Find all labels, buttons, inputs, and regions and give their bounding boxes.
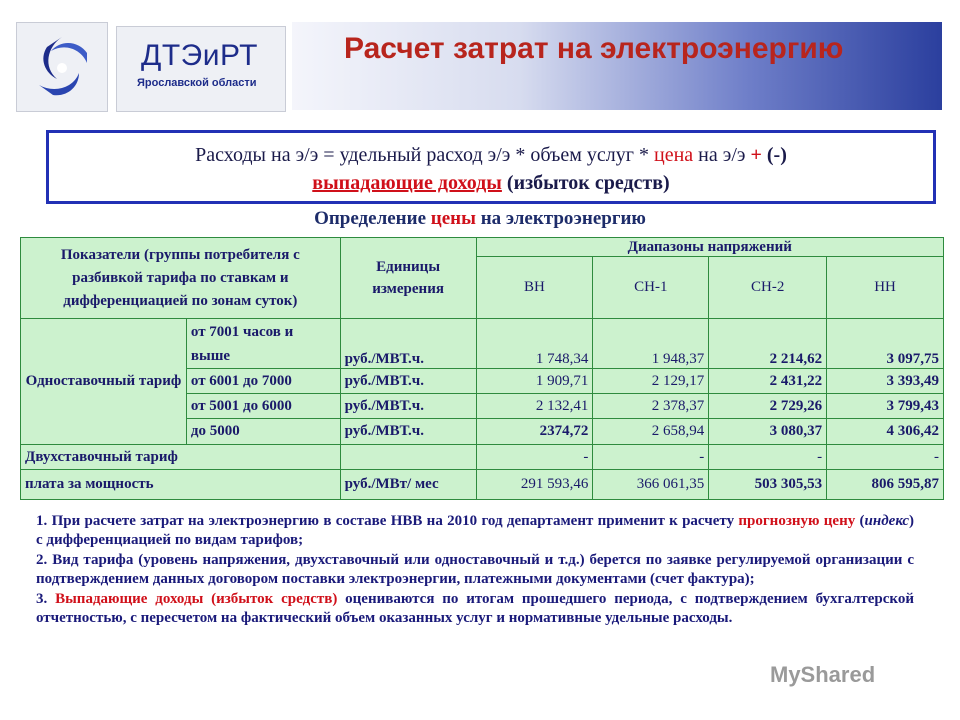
price-subtitle [0,208,960,230]
value-cell: - [593,445,709,470]
value-cell: 1 948,37 [593,319,709,369]
zone-label: от 6001 до 7000 [186,369,340,394]
logo-swirl-icon [17,23,107,111]
voltage-vn: ВН [476,257,593,319]
note-text: ( [855,513,865,529]
header-units: Единицы измерения [340,238,476,319]
note-highlight: прогнозную цену [738,513,856,529]
brand-name: ДТЭиРТ [141,39,258,72]
value-cell: 4 306,42 [827,419,944,445]
formula-line-1 [49,133,933,169]
voltage-sn1: СН-1 [593,257,709,319]
formula-price: цена [654,144,694,166]
formula-text-2: на э/э [693,144,751,166]
value-cell: 2 431,22 [709,369,827,394]
subtitle-price: цены [430,208,476,229]
brand-box [116,26,286,112]
note-3 [36,590,914,628]
formula-text-1: Расходы на э/э = удельный расход э/э * объем услуг * [195,144,654,166]
note-italic: индекс [864,513,910,529]
note-highlight: Выпадающие доходы (избыток средств) [47,591,338,607]
unit-cell: руб./МВТ.ч. [340,319,476,369]
zone-label: от 7001 часов и выше [186,319,340,369]
value-cell: 2 214,62 [709,319,827,369]
formula-lost-income: выпадающие доходы [312,172,502,194]
value-cell: 806 595,87 [827,470,944,500]
header-voltage-ranges: Диапазоны напряжений [476,238,943,257]
header-indicators: Показатели (группы потребителя с разбивкой тарифа по ставкам и дифференциацией по зонам суток) [21,238,341,319]
note-text: ) с дифференциацией по видам тарифов; [36,513,915,548]
note-number: 2. [36,552,48,568]
voltage-nn: НН [827,257,944,319]
value-cell: 2 658,94 [593,419,709,445]
value-cell: - [709,445,827,470]
note-1 [36,512,914,550]
subtitle-text-1: Определение [314,208,431,229]
unit-cell: руб./МВТ.ч. [340,369,476,394]
value-cell: 2374,72 [476,419,593,445]
formula-box [46,130,936,204]
value-cell: 2 129,17 [593,369,709,394]
note-2 [36,551,914,589]
two-rate-label: Двухставочный тариф [21,445,341,470]
value-cell: 503 305,53 [709,470,827,500]
value-cell: 2 378,37 [593,394,709,419]
note-text: Вид тарифа (уровень напряжения, двухставочный или одноставочный и т.д.) берется по заявке регулируемой организации с подтверждением данных договором поставки электроэнергии, платежными документами (счет фактура); [36,552,914,587]
tariff-table [20,237,944,500]
note-text: При расчете затрат на электроэнергию в составе НВВ на 2010 год департамент применит к расчету [47,513,739,529]
value-cell: 1 748,34 [476,319,593,369]
table-header-row [21,238,944,257]
formula-line-2 [49,169,933,197]
value-cell: 1 909,71 [476,369,593,394]
value-cell: 3 799,43 [827,394,944,419]
slide-title: Расчет затрат на электроэнергию [344,32,844,65]
value-cell: - [476,445,593,470]
value-cell: 3 097,75 [827,319,944,369]
note-number: 1. [36,513,48,529]
value-cell: 366 061,35 [593,470,709,500]
formula-plus: + [750,144,762,166]
single-rate-label: Одноставочный тариф [21,319,187,445]
value-cell: 2 729,26 [709,394,827,419]
note-number: 3. [36,591,48,607]
unit-cell: руб./МВт/ мес [340,470,476,500]
capacity-label: плата за мощность [21,470,341,500]
value-cell: 291 593,46 [476,470,593,500]
value-cell: 3 393,49 [827,369,944,394]
subtitle-text-2: на электроэнергию [475,208,646,229]
formula-minus: (-) [761,144,787,166]
watermark: MyShared [770,662,876,687]
table-row [21,445,944,470]
value-cell: - [827,445,944,470]
value-cell: 3 080,37 [709,419,827,445]
unit-cell: руб./МВТ.ч. [340,394,476,419]
unit-cell: руб./МВТ.ч. [340,419,476,445]
logo [16,22,108,112]
zone-label: от 5001 до 6000 [186,394,340,419]
table-row [21,319,944,369]
voltage-sn2: СН-2 [709,257,827,319]
brand-subtitle: Ярославской области [137,77,257,89]
title-band [292,22,942,110]
table-row [21,470,944,500]
value-cell: 2 132,41 [476,394,593,419]
zone-label: до 5000 [186,419,340,445]
formula-surplus: (избыток средств) [501,172,670,194]
unit-cell [340,445,476,470]
notes [36,512,914,629]
note-text: оцениваются по итогам прошедшего периода, с подтверждением бухгалтерской отчетностью, с пересчетом на фактический объем оказанных услуг и нормативные удельные расходы. [36,591,914,626]
